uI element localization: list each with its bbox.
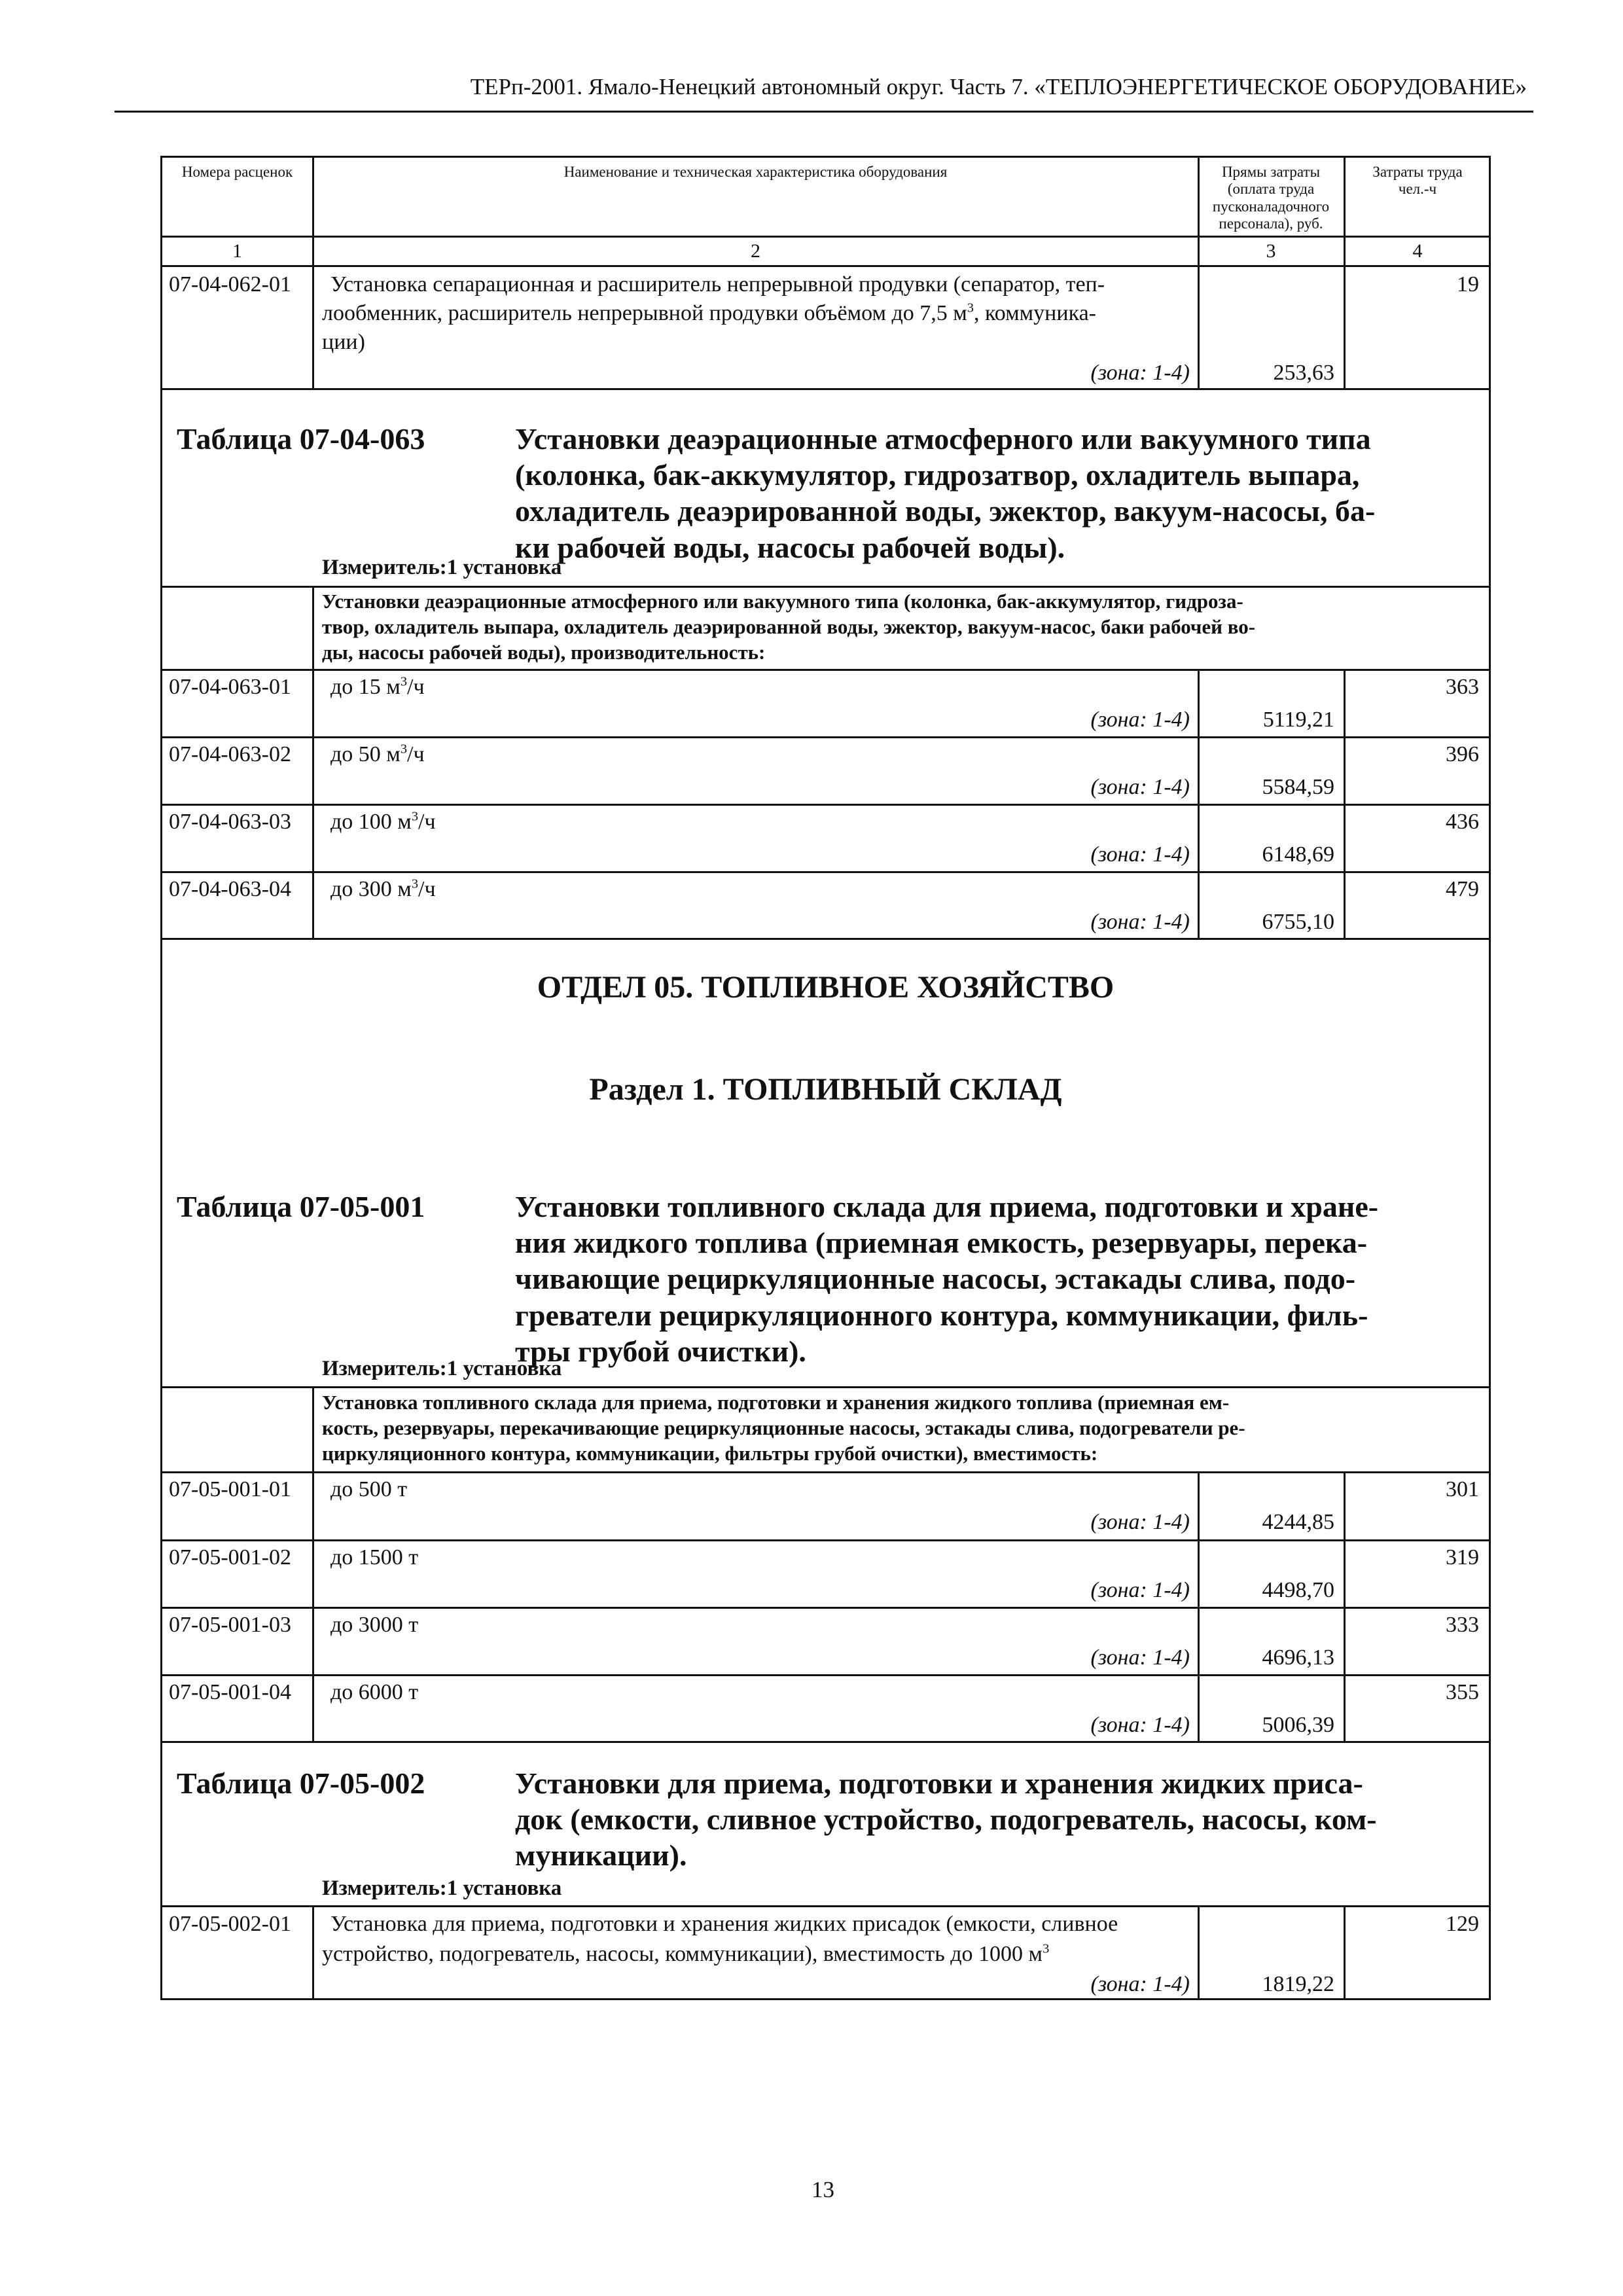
rate-description: до 500 т	[330, 1477, 408, 1501]
labor-cost: 19	[1457, 272, 1479, 296]
col-num-2: 2	[751, 240, 760, 262]
direct-cost: 5584,59	[1262, 775, 1334, 799]
rule	[160, 871, 1491, 873]
direct-cost: 4696,13	[1262, 1645, 1334, 1670]
zone-label: (зона: 1-4)	[1090, 910, 1190, 934]
col-head-1: Номера расценок	[181, 164, 293, 180]
col-rule	[1344, 1471, 1346, 1741]
rate-code: 07-05-002-01	[169, 1912, 291, 1936]
labor-cost: 363	[1446, 675, 1479, 699]
rule	[160, 586, 1491, 588]
col-rule	[1344, 669, 1346, 938]
labor-cost: 436	[1446, 810, 1479, 834]
direct-cost: 4498,70	[1262, 1578, 1334, 1602]
rate-code: 07-04-063-01	[169, 675, 291, 699]
direct-cost: 6755,10	[1262, 910, 1334, 934]
col-num-4: 4	[1412, 240, 1423, 262]
col-rule	[312, 156, 314, 388]
rule	[160, 804, 1491, 806]
labor-cost: 396	[1446, 742, 1479, 766]
rate-code: 07-05-001-01	[169, 1477, 291, 1501]
col-rule	[312, 1386, 314, 1741]
col-rule	[1198, 669, 1200, 938]
direct-cost: 6148,69	[1262, 842, 1334, 867]
table-label: Таблица 07-05-001	[177, 1190, 425, 1223]
col-head-4: Затраты труда чел.-ч	[1372, 164, 1463, 198]
group-description: Установки деаэрационные атмосферного или вакуумного типа (колонка, бак-аккумулятор, гидроза- твор, охладитель выпара, охладитель деаэрированной воды, эжектор, вакуум-насос, баки рабочей во- ды, насосы рабочей воды), производительность:	[322, 590, 1256, 664]
header-title: ТЕРп-2001. Ямало-Ненецкий автономный округ. Часть 7. «ТЕПЛОЭНЕРГЕТИЧЕСКОЕ ОБОРУДОВАНИЕ»	[470, 74, 1527, 99]
rule	[160, 669, 1491, 671]
direct-cost: 4244,85	[1262, 1510, 1334, 1534]
rate-description: до 6000 т	[330, 1680, 419, 1704]
zone-label: (зона: 1-4)	[1090, 1510, 1190, 1534]
zone-label: (зона: 1-4)	[1090, 708, 1190, 732]
measure-unit: Измеритель:1 установка	[322, 556, 562, 579]
rule	[160, 236, 1491, 238]
group-description: Установка топливного склада для приема, подготовки и хранения жидкого топлива (приемная ем- кость, резервуары, перекачивающие рециркуляционные насосы, эстакады слива, подогреватели ре- циркуляционного контура, коммуникации, фильтры грубой очистки), вместимость:	[322, 1391, 1245, 1465]
rate-description: до 1500 т	[330, 1545, 419, 1570]
rate-description: лообменник, расширитель непрерывной продувки объёмом до 7,5 $м^3$, коммуника-	[322, 300, 1096, 325]
zone-label: (зона: 1-4)	[1090, 1972, 1190, 1996]
rate-code: 07-05-001-02	[169, 1545, 291, 1570]
rate-description: до 15 $м^3/ч$	[330, 674, 425, 699]
rule	[160, 1607, 1491, 1609]
rate-code: 07-05-001-04	[169, 1680, 291, 1704]
page-number: 13	[812, 2177, 834, 2202]
section-heading: Раздел 1. ТОПЛИВНЫЙ СКЛАД	[589, 1072, 1062, 1107]
col-head-3: Прямы затраты (оплата труда пусконаладочного персонала), руб.	[1212, 164, 1330, 232]
col-rule	[1198, 1905, 1200, 2000]
page-header	[115, 69, 1533, 113]
table-title: Установки деаэрационные атмосферного или вакуумного типа (колонка, бак-аккумулятор, гидрозатвор, охладитель выпара, охладитель деаэрированной воды, эжектор, вакуум-насосы, ба- ки рабочей воды, насосы рабочей воды).	[515, 422, 1376, 564]
rule	[160, 1539, 1491, 1541]
rule	[160, 1674, 1491, 1676]
col-rule	[312, 1905, 314, 2000]
zone-label: (зона: 1-4)	[1090, 842, 1190, 867]
rate-description: до 300 $м^3/ч$	[330, 876, 436, 901]
col-head-2: Наименование и техническая характеристика оборудования	[563, 164, 948, 180]
zone-label: (зона: 1-4)	[1090, 1578, 1190, 1602]
direct-cost: 5006,39	[1262, 1713, 1334, 1737]
rate-code: 07-04-063-02	[169, 742, 291, 766]
col-rule	[1344, 1905, 1346, 2000]
measure-unit: Измеритель:1 установка	[322, 1357, 562, 1380]
direct-cost: 253,63	[1273, 361, 1334, 385]
labor-cost: 479	[1446, 877, 1479, 901]
zone-label: (зона: 1-4)	[1090, 361, 1190, 385]
labor-cost: 333	[1446, 1613, 1479, 1637]
zone-label: (зона: 1-4)	[1090, 775, 1190, 799]
rate-description: Установка для приема, подготовки и хранения жидких присадок (емкости, сливное	[330, 1912, 1118, 1936]
labor-cost: 129	[1446, 1912, 1479, 1936]
rate-code: 07-04-063-04	[169, 877, 291, 901]
col-num-3: 3	[1266, 240, 1276, 262]
rate-description: до 3000 т	[330, 1613, 419, 1637]
table-label: Таблица 07-05-002	[177, 1767, 425, 1800]
rate-code: 07-05-001-03	[169, 1613, 291, 1637]
col-rule	[1198, 1471, 1200, 1741]
labor-cost: 355	[1446, 1680, 1479, 1704]
rate-description: ции)	[322, 330, 365, 354]
rate-code: 07-04-063-03	[169, 810, 291, 834]
zone-label: (зона: 1-4)	[1090, 1645, 1190, 1670]
rule	[160, 1905, 1491, 1907]
col-rule	[312, 586, 314, 938]
labor-cost: 301	[1446, 1477, 1479, 1501]
rate-code: 07-04-062-01	[169, 272, 291, 296]
rule	[160, 265, 1491, 267]
measure-unit: Измеритель:1 установка	[322, 1876, 562, 1900]
col-num-1: 1	[232, 240, 242, 262]
rule	[160, 388, 1491, 390]
rate-description: устройство, подогреватель, насосы, коммуникации), вместимость до 1000 $м^3$	[322, 1941, 1050, 1966]
table-title: Установки топливного склада для приема, подготовки и хране- ния жидкого топлива (приемная емкость, резервуары, перека- чивающие рециркуляционные насосы, эстакады слива, подо- греватели рециркуляционного контура, коммуникации, филь- тры грубой очистки).	[515, 1190, 1379, 1368]
rule	[160, 1471, 1491, 1473]
col-rule	[1198, 156, 1200, 388]
col-rule	[1344, 156, 1346, 388]
rule	[160, 1386, 1491, 1388]
labor-cost: 319	[1446, 1545, 1479, 1570]
table-title: Установки для приема, подготовки и хранения жидких приса- док (емкости, сливное устройство, подогреватель, насосы, ком- муникации).	[515, 1767, 1377, 1873]
table-label: Таблица 07-04-063	[177, 422, 425, 456]
direct-cost: 1819,22	[1262, 1972, 1334, 1996]
rule	[160, 938, 1491, 940]
rule	[160, 1741, 1491, 1743]
rate-description: до 50 $м^3/ч$	[330, 742, 425, 766]
rate-description: Установка сепарационная и расширитель непрерывной продувки (сепаратор, теп-	[330, 272, 1105, 296]
department-heading: ОТДЕЛ 05. ТОПЛИВНОЕ ХОЗЯЙСТВО	[537, 970, 1115, 1005]
direct-cost: 5119,21	[1262, 708, 1334, 732]
rate-description: до 100 $м^3/ч$	[330, 809, 436, 834]
rule	[160, 736, 1491, 738]
zone-label: (зона: 1-4)	[1090, 1713, 1190, 1737]
